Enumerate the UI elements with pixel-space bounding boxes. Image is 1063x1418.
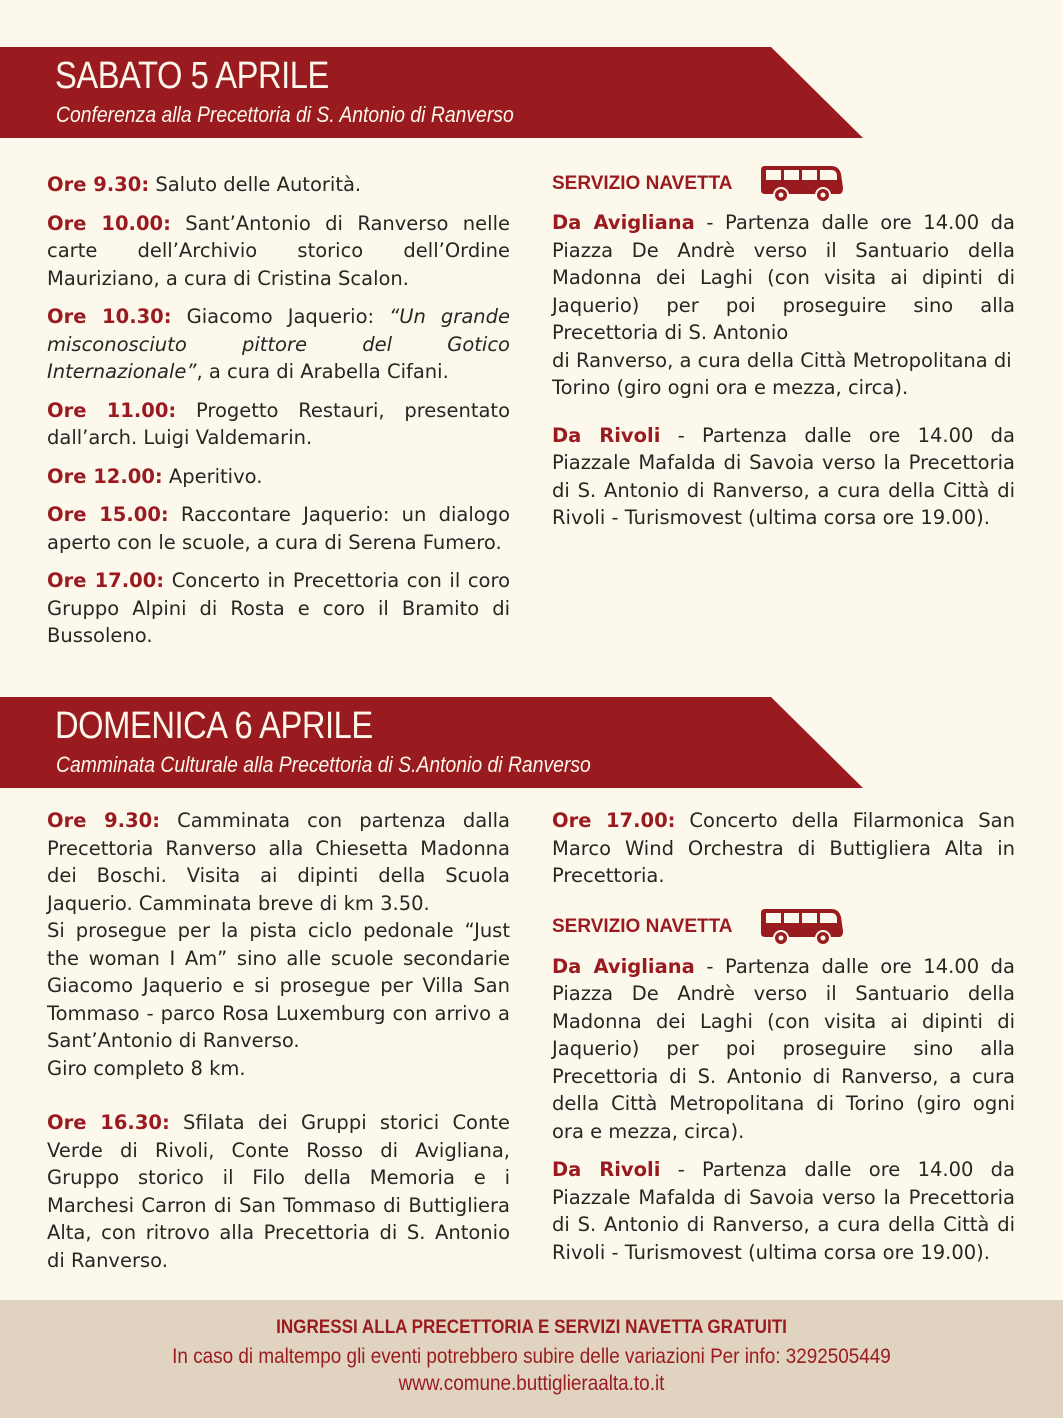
program-item <box>47 463 510 491</box>
shuttle-route-continued: di Ranverso, a cura della Città Metropolitana di Torino (giro ogni ora e mezza, circa). <box>552 348 1012 399</box>
route-origin: Da Avigliana <box>552 211 695 234</box>
program-text: Concerto in Precettoria con il coro Gruppo Alpini di Rosta e coro il Bramito di Bussoleno. <box>47 569 511 647</box>
sunday-right-column <box>552 807 1015 1266</box>
saturday-banner <box>0 47 863 138</box>
sunday-banner <box>0 697 863 788</box>
footer-headline: INGRESSI ALLA PRECETTORIA E SERVIZI NAVETTA GRATUITI <box>276 1317 787 1338</box>
shuttle-heading-label: SERVIZIO NAVETTA <box>552 173 733 195</box>
program-item <box>47 303 510 386</box>
program-time: Ore 10.00: <box>47 211 171 235</box>
footer-notice: In caso di maltempo gli eventi potrebbero subire delle variazioni Per info: 3292505449 <box>172 1345 891 1368</box>
saturday-subtitle: Conferenza alla Precettoria di S. Antonio di Ranverso <box>56 102 514 127</box>
route-origin: Da Rivoli <box>552 423 661 447</box>
program-time: Ore 17.00: <box>47 569 165 592</box>
program-item <box>47 807 510 917</box>
program-text: Sfilata dei Gruppi storici Conte Verde di Rivoli, Conte Rosso di Avigliana, Gruppo storico il Filo della Memoria e i Marchesi Carron di San Tommaso di Buttigliera Alta, con ritrovo alla Precettoria di S. Antonio di Ranverso. <box>47 1111 510 1272</box>
sunday-subtitle: Camminata Culturale alla Precettoria di S.Antonio di Ranverso <box>56 752 591 777</box>
program-time: Ore 17.00: <box>552 809 676 832</box>
program-item <box>47 567 510 650</box>
program-text: Concerto della Filarmonica San Marco Wind Orchestra di Buttigliera Alta in Precettoria. <box>552 809 1015 887</box>
bus-icon <box>759 907 845 947</box>
program-text-continued: Giro completo 8 km. <box>47 1056 246 1080</box>
saturday-title: SABATO 5 APRILE <box>55 55 329 97</box>
shuttle-heading <box>552 907 1015 947</box>
program-text: Giacomo Jaquerio: <box>171 305 390 328</box>
program-text: Progetto Restauri, presentato dall’arch. Luigi Valdemarin. <box>47 398 510 449</box>
program-text: Aperitivo. <box>162 464 263 488</box>
program-text: , a cura di Arabella Cifani. <box>196 360 449 383</box>
saturday-program <box>47 171 510 650</box>
route-text: - Partenza dalle ore 14.00 da Piazzale Mafalda di Savoia verso la Precettoria di S. Antonio di Ranverso, a cura della Città di Rivoli - Turismovest (ultima corsa ore 19.00). <box>552 1158 1016 1264</box>
footer <box>0 1300 1063 1418</box>
saturday-shuttle <box>552 164 1015 532</box>
program-text: Camminata con partenza dalla Precettoria Ranverso alla Chiesetta Madonna dei Boschi. Visita ai dipinti della Scuola Jaquerio. Camminata breve di km 3.50. <box>47 809 510 915</box>
sunday-title: DOMENICA 6 APRILE <box>55 705 373 747</box>
program-item <box>47 501 510 556</box>
shuttle-route <box>552 1156 1015 1266</box>
program-time: Ore 10.30: <box>47 305 172 328</box>
route-origin: Da Avigliana <box>552 954 695 978</box>
program-talk-title: “Un grande misconosciuto pittore del Gotico Internazionale” <box>47 305 511 383</box>
route-origin: Da Rivoli <box>552 1158 661 1181</box>
bus-icon <box>759 164 845 204</box>
route-text: - Partenza dalle ore 14.00 da Piazza De Andrè verso il Santuario della Madonna dei Laghi (con visita ai dipinti di Jaquerio) per poi proseguire sino alla Precettoria di S. Antonio <box>552 211 1016 344</box>
shuttle-heading-label: SERVIZIO NAVETTA <box>552 915 733 937</box>
program-text: Sant’Antonio di Ranverso nelle carte dell’Archivio storico dell’Ordine Mauriziano, a cura di Cristina Scalon. <box>47 211 510 290</box>
program-time: Ore 16.30: <box>47 1111 170 1134</box>
program-item <box>47 1109 510 1274</box>
program-item <box>47 397 510 452</box>
shuttle-route <box>552 422 1015 532</box>
program-text: Raccontare Jaquerio: un dialogo aperto con le scuole, a cura di Serena Fumero. <box>47 503 511 554</box>
route-text: - Partenza dalle ore 14.00 da Piazza De Andrè verso il Santuario della Madonna dei Laghi (con visita ai dipinti di Jaquerio) per poi proseguire sino alla Precettoria di S. Antonio di Ranverso, a cura della Città Metropolitana di Torino (giro ogni ora e mezza, circa). <box>552 954 1016 1143</box>
program-item <box>47 210 510 293</box>
shuttle-heading <box>552 164 1015 204</box>
shuttle-route <box>552 209 1015 347</box>
shuttle-route <box>552 953 1015 1146</box>
program-time: Ore 11.00: <box>47 398 177 422</box>
program-item <box>552 807 1015 890</box>
program-text-continued: Si prosegue per la pista ciclo pedonale “Just the woman I Am” sino alle scuole secondarie Giacomo Jaquerio e si prosegue per Villa San Tommaso - parco Rosa Luxemburg con arrivo a Sant’Antonio di Ranverso. <box>47 919 510 1052</box>
program-time: Ore 9.30: <box>47 173 150 196</box>
sunday-program <box>47 807 510 1274</box>
program-text: Saluto delle Autorità. <box>149 173 362 196</box>
program-time: Ore 9.30: <box>47 809 161 832</box>
program-item <box>47 171 510 199</box>
program-time: Ore 12.00: <box>47 464 163 488</box>
program-time: Ore 15.00: <box>47 503 169 526</box>
footer-website-link[interactable]: www.comune.buttiglieraalta.to.it <box>398 1372 665 1395</box>
route-text: - Partenza dalle ore 14.00 da Piazzale Mafalda di Savoia verso la Precettoria di S. Antonio di Ranverso, a cura della Città di Rivoli - Turismovest (ultima corsa ore 19.00). <box>552 423 1016 529</box>
